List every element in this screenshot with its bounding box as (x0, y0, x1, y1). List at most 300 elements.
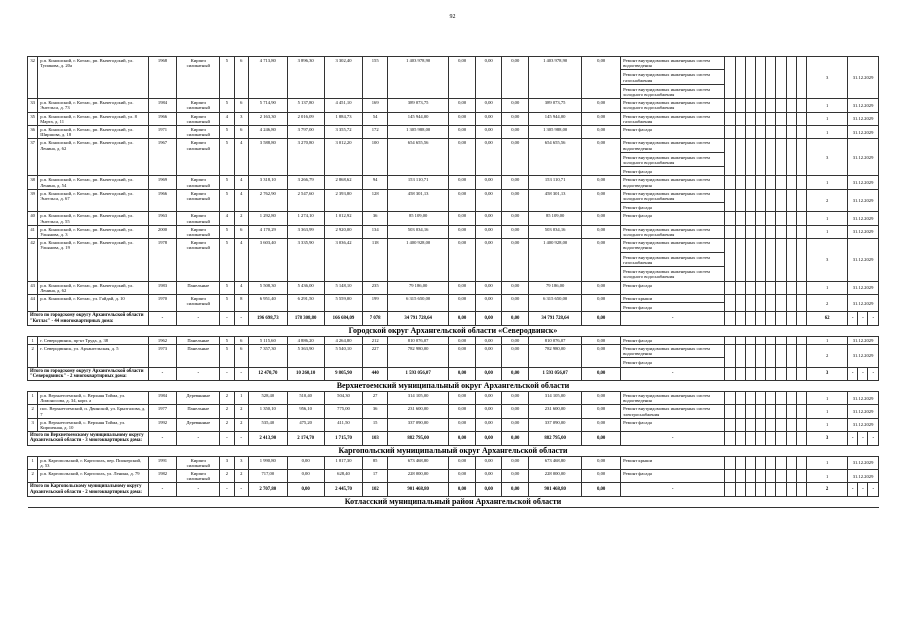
residents-cell: 27 (363, 391, 388, 404)
dash-cell: - (177, 312, 220, 325)
wall-material-cell: Деревянные (177, 418, 220, 431)
section-header-row (28, 325, 879, 336)
floors-cell: 5 (220, 126, 234, 139)
empty-cell (766, 367, 776, 380)
fund-cell: 0,00 (475, 212, 502, 225)
subtotal-label: Итого по Каргопольскому муниципальному округу Архангельской области - 2 многоквартирных дома: (28, 483, 149, 496)
empty-cell (776, 405, 786, 418)
deadline-cell: 31.12.2029 (848, 139, 879, 176)
dash-cell: - (148, 367, 177, 380)
address-cell: р.п. Верхнетоемский, с. Верхняя Тойма, ул. Кирпичная, д. 10 (38, 418, 148, 431)
empty-cell (745, 57, 755, 99)
extra-cell: 0,00 (582, 418, 621, 431)
row-number: 2 (28, 405, 38, 418)
cost-cell: 673 468,80 (387, 456, 448, 469)
work-type: Ремонт внутридомовых инженерных систем газоснабжения (621, 71, 724, 84)
empty-cell (735, 281, 745, 294)
owners-funds-cell: 145 944,00 (529, 112, 582, 125)
empty-cell (796, 225, 806, 238)
empty-cell (745, 281, 755, 294)
fund-cell: 0,00 (449, 456, 476, 469)
works-dash: - (621, 432, 725, 445)
row-number: 41 (28, 225, 38, 238)
section-title: Городской округ Архангельской области «Северодвинск» (28, 325, 879, 336)
empty-cell (766, 239, 776, 281)
extra-cell: 0,00 (582, 391, 621, 404)
empty-cell (796, 57, 806, 99)
empty-cell (756, 112, 766, 125)
year-cell: 1978 (148, 239, 177, 281)
empty-cell (756, 483, 766, 496)
residents-cell: 172 (363, 126, 388, 139)
fund-cell: 0,00 (502, 225, 529, 238)
empty-cell (796, 456, 806, 469)
table-row (28, 239, 879, 281)
floors-cell: 5 (220, 189, 234, 212)
dash-cell: - (177, 367, 220, 380)
row-number: 32 (28, 57, 38, 99)
row-number: 37 (28, 139, 38, 176)
total-area-cell: 1 350,10 (248, 405, 287, 418)
fund-sum: 0,00 (502, 367, 529, 380)
table-row (28, 112, 879, 125)
residential-area-cell: 5 148,10 (324, 281, 363, 294)
empty-cell (745, 176, 755, 189)
wall-material-cell: Кирпич силикатный (177, 456, 220, 469)
owners-funds-cell: 79 186,00 (529, 281, 582, 294)
row-number: 42 (28, 239, 38, 281)
fund-cell: 0,00 (502, 99, 529, 112)
empty-cell (786, 418, 796, 431)
dash-cell: - (858, 432, 868, 445)
cost-cell: 145 944,00 (387, 112, 448, 125)
works-cell (621, 281, 725, 294)
deadline-cell: 31.12.2029 (848, 344, 879, 367)
year-cell: 1966 (148, 189, 177, 212)
empty-cell (735, 469, 745, 482)
owners-funds-sum: 901 468,80 (529, 483, 582, 496)
premises-area-cell: 1 274,10 (287, 212, 324, 225)
entrances-cell: 6 (234, 99, 248, 112)
empty-cell (735, 344, 745, 367)
row-number: 2 (28, 469, 38, 482)
empty-cell (745, 225, 755, 238)
residents-cell: 118 (363, 239, 388, 281)
works-cell (621, 189, 725, 212)
works-cell (621, 405, 725, 418)
deadline-cell: 31.12.2029 (848, 405, 879, 418)
empty-cell (766, 281, 776, 294)
cost-cell: 389 073,75 (387, 99, 448, 112)
premises-area-cell: 0,00 (287, 469, 324, 482)
cost-cell: 458 301,13 (387, 189, 448, 212)
fund-cell: 0,00 (502, 239, 529, 281)
residential-area-cell: 1 817,30 (324, 456, 363, 469)
total-area-cell: 1 292,80 (248, 212, 287, 225)
empty-cell (725, 432, 735, 445)
fund-sum: 0,00 (475, 432, 502, 445)
empty-cell (766, 57, 776, 99)
empty-cell (745, 483, 755, 496)
work-type: Ремонт фасада (623, 337, 652, 343)
empty-cell (766, 212, 776, 225)
empty-cell (766, 139, 776, 176)
extra-cell: 0,00 (582, 139, 621, 176)
extra-cell: 0,00 (582, 99, 621, 112)
empty-cell (725, 212, 735, 225)
empty-cell (786, 432, 796, 445)
work-type: Ремонт фасада (623, 282, 652, 288)
year-cell: 1992 (148, 418, 177, 431)
total-area-cell: 3 603,40 (248, 239, 287, 281)
dash-cell: - (858, 367, 868, 380)
works-count-cell: 1 (807, 336, 848, 344)
floors-cell: 5 (220, 176, 234, 189)
empty-cell (756, 189, 766, 212)
empty-cell (725, 312, 735, 325)
work-type: Ремонт фасада (623, 127, 652, 133)
cost-cell: 654 655,56 (387, 139, 448, 176)
empty-cell (766, 336, 776, 344)
empty-cell (725, 176, 735, 189)
dash-cell: - (234, 483, 248, 496)
works-count-sum: 3 (807, 432, 848, 445)
deadline-cell: 31.12.2029 (848, 57, 879, 99)
total-area-sum: 12 470,70 (248, 367, 287, 380)
entrances-cell: 1 (234, 391, 248, 404)
subtotal-label: Итого по Верхнетоемскому муниципальному округу Архангельской области - 3 многоквартирных дома: (28, 432, 149, 445)
owners-funds-cell: 654 655,56 (529, 139, 582, 176)
dash-cell: - (848, 312, 858, 325)
empty-cell (756, 391, 766, 404)
empty-cell (776, 469, 786, 482)
fund-cell: 0,00 (475, 239, 502, 281)
wall-material-cell: Кирпич силикатный (177, 212, 220, 225)
floors-cell: 4 (220, 212, 234, 225)
total-area-cell: 5 115,60 (248, 336, 287, 344)
fund-cell: 0,00 (502, 456, 529, 469)
fund-cell: 0,00 (502, 139, 529, 176)
premises-area-cell: 3 896,30 (287, 57, 324, 99)
row-number: 40 (28, 212, 38, 225)
empty-cell (756, 344, 766, 367)
empty-cell (776, 367, 786, 380)
extra-cell: 0,00 (582, 57, 621, 99)
empty-cell (786, 225, 796, 238)
row-number: 36 (28, 126, 38, 139)
table-row (28, 344, 879, 367)
empty-cell (745, 432, 755, 445)
capital-repair-table (27, 56, 879, 508)
fund-cell: 0,00 (475, 225, 502, 238)
owners-funds-sum: 1 593 056,07 (529, 367, 582, 380)
empty-cell (776, 189, 786, 212)
fund-sum: 0,00 (449, 312, 476, 325)
address-cell: р.п. Коношский, г. Котлас, ул. Гайдай, д. 10 (38, 294, 148, 311)
empty-cell (786, 344, 796, 367)
owners-funds-cell: 1 400 928,00 (529, 239, 582, 281)
deadline-cell: 31.12.2029 (848, 99, 879, 112)
empty-cell (796, 469, 806, 482)
fund-cell: 0,00 (449, 418, 476, 431)
empty-cell (745, 239, 755, 281)
fund-cell: 0,00 (449, 225, 476, 238)
premises-area-cell: 2 547,60 (287, 189, 324, 212)
empty-cell (776, 294, 786, 311)
empty-cell (735, 483, 745, 496)
deadline-cell: 31.12.2029 (848, 126, 879, 139)
empty-cell (735, 312, 745, 325)
empty-cell (756, 139, 766, 176)
work-type: Ремонт крыши (621, 295, 724, 303)
extra-sum: 0,00 (582, 312, 621, 325)
cost-cell: 6 315 650,00 (387, 294, 448, 311)
residents-cell: 155 (363, 57, 388, 99)
residential-area-sum: 9 805,90 (324, 367, 363, 380)
empty-cell (745, 367, 755, 380)
fund-cell: 0,00 (475, 99, 502, 112)
year-cell: 1967 (148, 139, 177, 176)
dash-cell: - (234, 367, 248, 380)
subtotal-row (28, 312, 879, 325)
fund-cell: 0,00 (475, 294, 502, 311)
cost-cell: 503 034,16 (387, 225, 448, 238)
empty-cell (756, 312, 766, 325)
empty-cell (725, 418, 735, 431)
empty-cell (745, 139, 755, 176)
owners-funds-cell: 314 105,00 (529, 391, 582, 404)
entrances-cell: 6 (234, 344, 248, 367)
cost-sum: 34 791 728,64 (387, 312, 448, 325)
fund-cell: 0,00 (502, 112, 529, 125)
fund-cell: 0,00 (449, 139, 476, 176)
empty-cell (735, 126, 745, 139)
entrances-cell: 4 (234, 139, 248, 176)
empty-cell (735, 225, 745, 238)
works-count-sum: 62 (807, 312, 848, 325)
works-cell (621, 99, 725, 112)
premises-area-cell: 5 436,00 (287, 281, 324, 294)
work-type: Ремонт внутридомовых инженерных систем холодного водоснабжения (623, 86, 710, 98)
address-cell: р.п. Коношский, г. Котлас, рп. Вычегодский, ул. Ленина, д. 54 (38, 176, 148, 189)
fund-cell: 0,00 (449, 336, 476, 344)
empty-cell (786, 336, 796, 344)
cost-cell: 79 186,00 (387, 281, 448, 294)
table-row (28, 469, 879, 482)
works-count-cell: 1 (807, 126, 848, 139)
works-count-cell: 3 (807, 57, 848, 99)
address-cell: р.п. Каргопольский, г. Каргополь, ул. Ленина, д. 79 (38, 469, 148, 482)
total-area-sum: 196 698,73 (248, 312, 287, 325)
fund-cell: 0,00 (449, 239, 476, 281)
premises-area-sum: 10 260,10 (287, 367, 324, 380)
wall-material-cell: Кирпич силикатный (177, 99, 220, 112)
fund-sum: 0,00 (449, 483, 476, 496)
cost-cell: 314 105,00 (387, 391, 448, 404)
fund-cell: 0,00 (502, 418, 529, 431)
work-type: Ремонт внутридомовых инженерных систем холодного водоснабжения (623, 100, 710, 111)
works-dash: - (621, 312, 725, 325)
fund-cell: 0,00 (449, 99, 476, 112)
deadline-cell: 31.12.2029 (848, 281, 879, 294)
empty-cell (735, 336, 745, 344)
entrances-cell: 6 (234, 126, 248, 139)
dash-cell: - (234, 312, 248, 325)
fund-cell: 0,00 (449, 212, 476, 225)
empty-cell (786, 112, 796, 125)
cost-cell: 337 090,00 (387, 418, 448, 431)
empty-cell (776, 225, 786, 238)
wall-material-cell: Панельные (177, 344, 220, 367)
row-number: 35 (28, 112, 38, 125)
owners-funds-sum: 882 795,00 (529, 432, 582, 445)
year-cell: 1991 (148, 456, 177, 469)
empty-cell (796, 367, 806, 380)
entrances-cell: 6 (234, 336, 248, 344)
premises-area-cell: 3 266,79 (287, 176, 324, 189)
address-cell: р.п. Коношский, г. Котлас, рп. Вычегодский, ул. Ульянова, д. 19 (38, 239, 148, 281)
empty-cell (776, 139, 786, 176)
extra-cell: 0,00 (582, 189, 621, 212)
works-cell (621, 456, 725, 469)
section-header-row (28, 380, 879, 391)
empty-cell (756, 336, 766, 344)
total-area-cell: 5 508,30 (248, 281, 287, 294)
residential-area-cell: 5 559,00 (324, 294, 363, 311)
empty-cell (766, 189, 776, 212)
dash-cell: - (848, 432, 858, 445)
empty-cell (766, 469, 776, 482)
floors-cell: 2 (220, 469, 234, 482)
address-cell: г. Северодвинск, пр-кт Труда, д. 38 (38, 336, 148, 344)
works-count-cell: 1 (807, 281, 848, 294)
table-row (28, 212, 879, 225)
premises-area-cell: 0,00 (287, 456, 324, 469)
empty-cell (745, 405, 755, 418)
fund-cell: 0,00 (502, 281, 529, 294)
empty-cell (735, 57, 745, 99)
year-cell: 1984 (148, 391, 177, 404)
fund-cell: 0,00 (475, 391, 502, 404)
empty-cell (745, 456, 755, 469)
deadline-cell: 31.12.2029 (848, 112, 879, 125)
cost-sum: 1 593 056,07 (387, 367, 448, 380)
fund-cell: 0,00 (475, 139, 502, 176)
fund-cell: 0,00 (475, 189, 502, 212)
residential-area-cell: 4 451,10 (324, 99, 363, 112)
works-cell (621, 176, 725, 189)
empty-cell (735, 99, 745, 112)
extra-cell: 0,00 (582, 336, 621, 344)
work-type: Ремонт внутридомовых инженерных систем электроснабжения (623, 406, 710, 417)
premises-area-sum: 178 308,80 (287, 312, 324, 325)
premises-area-cell: 3 363,99 (287, 225, 324, 238)
premises-area-cell: 3 270,80 (287, 139, 324, 176)
fund-cell: 0,00 (449, 57, 476, 99)
works-cell (621, 344, 725, 367)
residential-area-cell: 2 920,00 (324, 225, 363, 238)
premises-area-sum: 0,00 (287, 483, 324, 496)
fund-cell: 0,00 (475, 126, 502, 139)
empty-cell (796, 126, 806, 139)
empty-cell (776, 126, 786, 139)
residents-sum: 103 (363, 432, 388, 445)
works-cell (621, 225, 725, 238)
cost-cell: 1 305 988,00 (387, 126, 448, 139)
empty-cell (725, 189, 735, 212)
works-cell (621, 239, 725, 281)
extra-cell: 0,00 (582, 126, 621, 139)
empty-cell (766, 456, 776, 469)
subtotal-label: Итого по городскому округу Архангельской области "Котлас" - 44 многоквартирных дома: (28, 312, 149, 325)
premises-area-cell: 6 291,50 (287, 294, 324, 311)
address-cell: пос. Верхнетоемский, п. Двинской, ул. Брызгалова, д. 7 (38, 405, 148, 418)
table-row (28, 99, 879, 112)
empty-cell (786, 367, 796, 380)
empty-cell (796, 418, 806, 431)
cost-cell: 228 000,00 (387, 469, 448, 482)
wall-material-cell: Кирпич силикатный (177, 57, 220, 99)
fund-sum: 0,00 (502, 432, 529, 445)
row-number: 1 (28, 456, 38, 469)
residents-cell: 15 (363, 418, 388, 431)
empty-cell (786, 405, 796, 418)
total-area-cell: 4 246,80 (248, 126, 287, 139)
empty-cell (725, 391, 735, 404)
works-cell (621, 336, 725, 344)
empty-cell (786, 189, 796, 212)
fund-sum: 0,00 (502, 312, 529, 325)
empty-cell (766, 405, 776, 418)
empty-cell (776, 281, 786, 294)
owners-funds-cell: 85 109,00 (529, 212, 582, 225)
residents-cell: 100 (363, 139, 388, 176)
empty-cell (776, 212, 786, 225)
work-type: Ремонт внутридомовых инженерных систем холодного водоснабжения (621, 154, 724, 167)
empty-cell (796, 344, 806, 367)
empty-cell (756, 99, 766, 112)
owners-funds-cell: 389 073,75 (529, 99, 582, 112)
premises-area-cell: 3 797,00 (287, 126, 324, 139)
total-area-sum: 2 707,80 (248, 483, 287, 496)
empty-cell (725, 57, 735, 99)
dash-cell: - (234, 432, 248, 445)
year-cell: 1969 (148, 176, 177, 189)
dash-cell: - (220, 312, 234, 325)
extra-cell: 0,00 (582, 239, 621, 281)
address-cell: р.п. Коношский, г. Котлас, рп. Вычегодский, ул. Тупикова, д. 20а (38, 57, 148, 99)
fund-cell: 0,00 (502, 344, 529, 367)
empty-cell (766, 418, 776, 431)
work-type: Ремонт фасада (623, 213, 652, 219)
works-cell (621, 139, 725, 176)
empty-cell (766, 112, 776, 125)
fund-cell: 0,00 (475, 112, 502, 125)
entrances-cell: 4 (234, 176, 248, 189)
fund-cell: 0,00 (449, 281, 476, 294)
cost-cell: 85 109,00 (387, 212, 448, 225)
table-body (28, 57, 879, 508)
works-cell (621, 418, 725, 431)
empty-cell (786, 456, 796, 469)
fund-sum: 0,00 (449, 367, 476, 380)
empty-cell (796, 405, 806, 418)
residents-cell: 17 (363, 469, 388, 482)
fund-cell: 0,00 (449, 344, 476, 367)
residents-sum: 102 (363, 483, 388, 496)
deadline-cell: 31.12.2029 (848, 391, 879, 404)
premises-area-cell: 5 137,80 (287, 99, 324, 112)
